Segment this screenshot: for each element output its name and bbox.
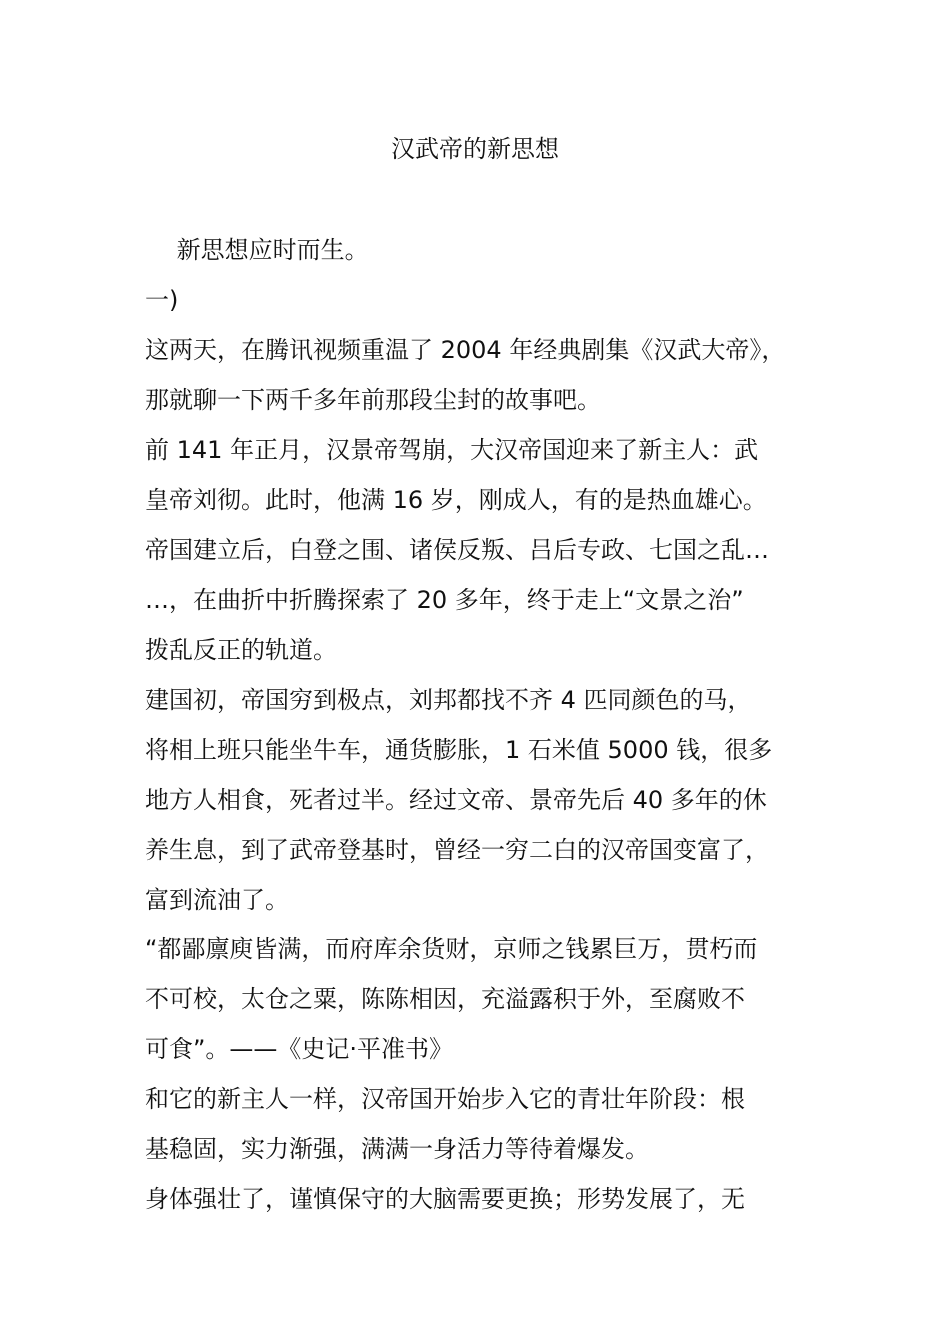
paragraph-line: “都鄙廪庾皆满，而府库余货财，京师之钱累巨万，贯朽而: [145, 935, 758, 963]
paragraph-line: 地方人相食，死者过半。经过文帝、景帝先后 40 多年的休: [145, 786, 767, 814]
paragraph-line: 一): [145, 286, 179, 314]
document-title: 汉武帝的新思想: [391, 135, 559, 163]
paragraph-line: 前 141 年正月，汉景帝驾崩，大汉帝国迎来了新主人：武: [145, 436, 759, 464]
paragraph-line: 这两天，在腾讯视频重温了 2004 年经典剧集《汉武大帝》，: [145, 336, 786, 364]
paragraph-line: 身体强壮了，谨慎保守的大脑需要更换；形势发展了，无: [145, 1185, 745, 1213]
paragraph-line: 富到流油了。: [145, 886, 289, 914]
paragraph-line: 新思想应时而生。: [145, 236, 369, 264]
paragraph-line: 不可校，太仓之粟，陈陈相因，充溢露积于外，至腐败不: [145, 985, 745, 1013]
paragraph-line: 拨乱反正的轨道。: [145, 636, 337, 664]
paragraph-line: 和它的新主人一样，汉帝国开始步入它的青壮年阶段：根: [145, 1085, 745, 1113]
paragraph-line: …，在曲折中折腾探索了 20 多年，终于走上“文景之治”: [145, 586, 744, 614]
paragraph-line: 建国初，帝国穷到极点，刘邦都找不齐 4 匹同颜色的马，: [145, 686, 752, 714]
paragraph-line: 那就聊一下两千多年前那段尘封的故事吧。: [145, 386, 601, 414]
paragraph-line: 帝国建立后，白登之围、诸侯反叛、吕后专政、七国之乱…: [145, 536, 769, 564]
paragraph-line: 养生息，到了武帝登基时，曾经一穷二白的汉帝国变富了，: [145, 836, 769, 864]
paragraph-line: 将相上班只能坐牛车，通货膨胀，1 石米值 5000 钱，很多: [145, 736, 773, 764]
paragraph-line: 皇帝刘彻。此时，他满 16 岁，刚成人，有的是热血雄心。: [145, 486, 767, 514]
paragraph-line: 可食”。——《史记·平准书》: [145, 1035, 454, 1063]
paragraph-line: 基稳固，实力渐强，满满一身活力等待着爆发。: [145, 1135, 649, 1163]
